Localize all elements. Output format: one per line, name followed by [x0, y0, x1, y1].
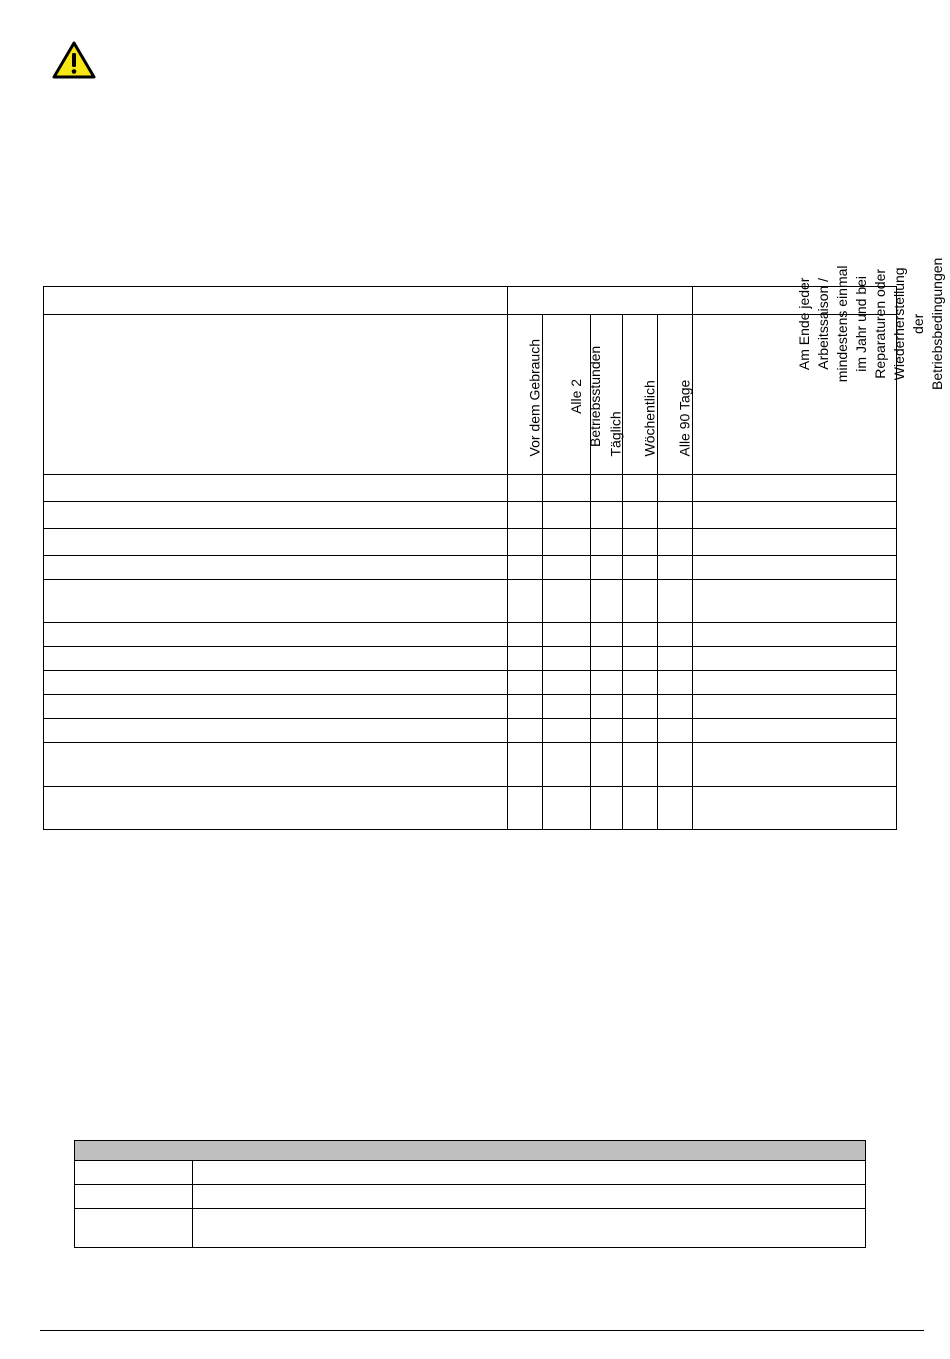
maintenance-schedule-table: [43, 257, 945, 830]
table-row: [75, 1185, 866, 1209]
header-task-cell: [44, 287, 508, 315]
table-row: [44, 475, 897, 502]
table-row: [75, 1161, 866, 1185]
footer-divider: [40, 1330, 924, 1331]
table-row: [44, 719, 897, 743]
table-row: [44, 671, 897, 695]
header-every-90-days: [658, 315, 693, 475]
header-interval-group-cell: [508, 287, 693, 315]
header-row-labels: [44, 315, 897, 475]
warning-triangle-icon: [51, 40, 97, 80]
table-row: [44, 743, 897, 787]
table-row: [44, 647, 897, 671]
header-every-90-days-text: Alle 90 Tage: [676, 379, 693, 457]
table-row: [44, 529, 897, 556]
header-weekly: [623, 315, 658, 475]
header-weekly-text: Wöchentlich: [641, 380, 657, 457]
table-row: [44, 623, 897, 647]
info-table: [74, 1140, 866, 1248]
table-row: [44, 787, 897, 830]
header-daily: [591, 315, 623, 475]
info-header-row: [75, 1141, 866, 1161]
table-row: [44, 556, 897, 580]
table-row: [44, 695, 897, 719]
table-row: [75, 1209, 866, 1248]
header-before-use-text: Vor dem Gebrauch: [526, 338, 542, 457]
info-header-cell: [75, 1141, 866, 1161]
header-season-end: [693, 257, 945, 475]
header-every-2-hours: [543, 315, 603, 475]
table-row: [44, 580, 897, 623]
header-task-label-cell: [44, 315, 508, 475]
header-before-use: [508, 315, 543, 475]
header-row-top: [44, 287, 897, 315]
table-row: [44, 502, 897, 529]
header-daily-text: Täglich: [607, 411, 624, 457]
header-every-2-hours-text: Alle 2 Betriebsstunden: [567, 345, 603, 447]
header-season-end-text: Am Ende jeder Arbeitssaison / mindestens einmal im Jahr und bei Reparaturen oder Wiederherstellung der Betriebsbedingungen: [795, 257, 945, 390]
